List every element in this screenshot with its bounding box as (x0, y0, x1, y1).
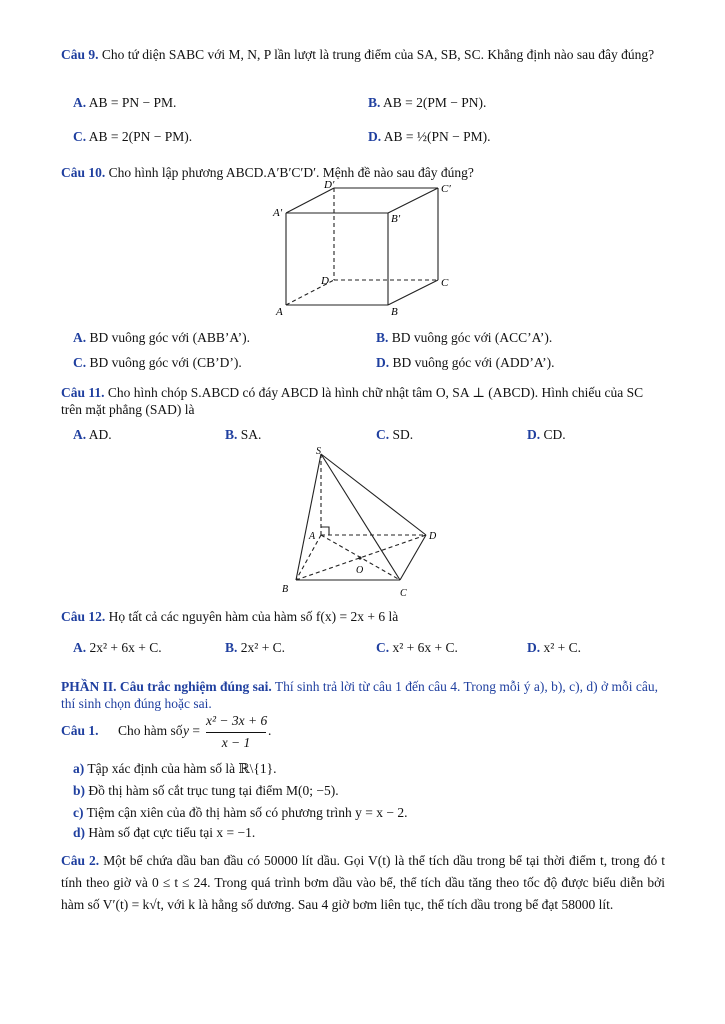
option-label: A. (73, 95, 87, 110)
question-label: Câu 10. (61, 165, 106, 180)
label-c: C (441, 277, 449, 289)
label-o: O (356, 565, 364, 576)
question-label: Câu 11. (61, 385, 105, 400)
option-c[interactable] (376, 639, 458, 656)
option-a[interactable] (73, 94, 176, 111)
option-label: C. (73, 355, 87, 370)
label-a: A (309, 531, 316, 542)
statement-c[interactable] (73, 804, 408, 821)
function-name: y = (183, 723, 200, 738)
fraction-bar (206, 732, 266, 733)
option-b[interactable] (368, 94, 486, 111)
question-label: Câu 2. (61, 853, 100, 868)
option-a[interactable] (73, 329, 250, 346)
fraction-numerator: x² − 3x + 6 (206, 713, 268, 728)
option-label: D. (376, 355, 390, 370)
option-text: 2x² + 6x + C. (89, 640, 162, 655)
label-c: C (400, 588, 407, 599)
question-text: Cho tứ diện SABC với M, N, P lần lượt là trung điểm của SA, SB, SC. Khẳng định nào sau đây đúng? (101, 47, 655, 62)
option-label: B. (225, 640, 238, 655)
label-b: B (282, 584, 289, 595)
option-c[interactable] (376, 426, 413, 443)
option-c[interactable] (73, 128, 192, 145)
part-2-header (61, 678, 665, 712)
statement-label: b) (73, 783, 86, 798)
option-label: C. (73, 129, 87, 144)
option-text: x² + 6x + C. (392, 640, 458, 655)
option-text: AB = 2(PM − PN). (383, 95, 487, 110)
option-a[interactable] (73, 639, 162, 656)
question-text: Cho hình chóp S.ABCD có đáy ABCD là hình chữ nhật tâm O, SA ⊥ (ABCD). Hình chiếu của SC trên mặt phẳng (SAD) là (61, 385, 644, 417)
option-a[interactable] (73, 426, 112, 443)
statement-text: Đồ thị hàm số cắt trục tung tại điểm M(0; −5). (88, 783, 339, 798)
option-d[interactable] (527, 426, 566, 443)
option-text: AB = 2(PN − PM). (88, 129, 193, 144)
option-b[interactable] (225, 426, 261, 443)
statement-a[interactable] (73, 760, 277, 777)
part2-question-2 (61, 850, 665, 916)
question-text: Cho hình lập phương ABCD.A′B′C′D′. Mệnh đề nào sau đây đúng? (108, 165, 474, 180)
option-c[interactable] (73, 354, 242, 371)
option-text: AD. (88, 427, 112, 442)
statement-b[interactable] (73, 782, 339, 799)
option-d[interactable] (376, 354, 555, 371)
label-d: D (321, 275, 329, 287)
fraction-denominator: x − 1 (221, 735, 251, 750)
label-b1: B′ (391, 213, 401, 225)
question-label: Câu 1. (61, 723, 99, 738)
label-d: D (429, 531, 437, 542)
statement-text: Tập xác định của hàm số là ℝ\{1}. (87, 761, 277, 776)
option-text: BD vuông góc với (ABB’A’). (89, 330, 251, 345)
cube-figure (268, 180, 464, 320)
option-label: D. (527, 640, 541, 655)
label-b: B (391, 306, 398, 318)
option-label: C. (376, 640, 390, 655)
statement-text: Tiệm cận xiên của đồ thị hàm số có phương trình y = x − 2. (86, 805, 408, 820)
fraction-period: . (268, 723, 272, 738)
statement-label: a) (73, 761, 85, 776)
question-11 (61, 384, 665, 418)
label-a1: A′ (273, 207, 283, 219)
option-label: C. (376, 427, 390, 442)
option-label: B. (376, 330, 389, 345)
option-d[interactable] (527, 639, 581, 656)
option-label: D. (527, 427, 541, 442)
option-text: x² + C. (543, 640, 582, 655)
option-label: A. (73, 427, 87, 442)
label-d1: D′ (324, 180, 335, 191)
pyramid-figure (276, 444, 446, 602)
option-text: SA. (240, 427, 262, 442)
option-text: BD vuông góc với (ADD’A’). (392, 355, 555, 370)
label-s: S (316, 446, 321, 457)
label-a: A (276, 306, 283, 318)
option-label: A. (73, 330, 87, 345)
option-text: 2x² + C. (240, 640, 286, 655)
question-text: Một bể chứa dầu ban đầu có 50000 lít dầu. Gọi V(t) là thể tích dầu trong bể tại thời điểm t, trong đó t tính theo giờ và 0 ≤ t ≤ 24. Trong quá trình bơm dầu vào bể, thể tích dầu tăng theo tốc độ được biểu diễn bởi hàm số V′(t) = k√t, với k là hằng số dương. Sau 4 giờ bơm liên tục, thể tích dầu trong bể đạt 58000 lít. (61, 853, 665, 912)
part-instruction: Thí sinh trả lời từ câu 1 đến câu 4. Trong mỗi ý a), b), c), d) ở mỗi câu, thí sinh chọn đúng hoặc sai. (61, 679, 658, 711)
question-12 (61, 608, 665, 625)
question-text: Cho hàm số (118, 723, 183, 738)
part-title: PHẦN II. Câu trắc nghiệm đúng sai. (61, 679, 272, 694)
option-text: AB = PN − PM. (88, 95, 177, 110)
statement-label: c) (73, 805, 84, 820)
option-label: A. (73, 640, 87, 655)
option-label: B. (225, 427, 238, 442)
question-10 (61, 164, 665, 181)
question-9 (61, 46, 665, 63)
question-text: Họ tất cả các nguyên hàm của hàm số f(x) = 2x + 6 là (108, 609, 399, 624)
question-label: Câu 9. (61, 47, 99, 62)
option-text: SD. (392, 427, 414, 442)
option-d[interactable] (368, 128, 491, 145)
option-b[interactable] (376, 329, 552, 346)
option-text: CD. (543, 427, 566, 442)
statement-d[interactable] (73, 824, 255, 841)
option-text: AB = ½(PN − PM). (383, 129, 491, 144)
statement-text: Hàm số đạt cực tiểu tại x = −1. (88, 825, 256, 840)
option-label: B. (368, 95, 381, 110)
statement-label: d) (73, 825, 86, 840)
label-c1: C′ (441, 183, 451, 195)
option-b[interactable] (225, 639, 285, 656)
option-text: BD vuông góc với (ACC’A’). (391, 330, 553, 345)
question-label: Câu 12. (61, 609, 106, 624)
option-label: D. (368, 129, 382, 144)
option-text: BD vuông góc với (CB’D’). (89, 355, 242, 370)
